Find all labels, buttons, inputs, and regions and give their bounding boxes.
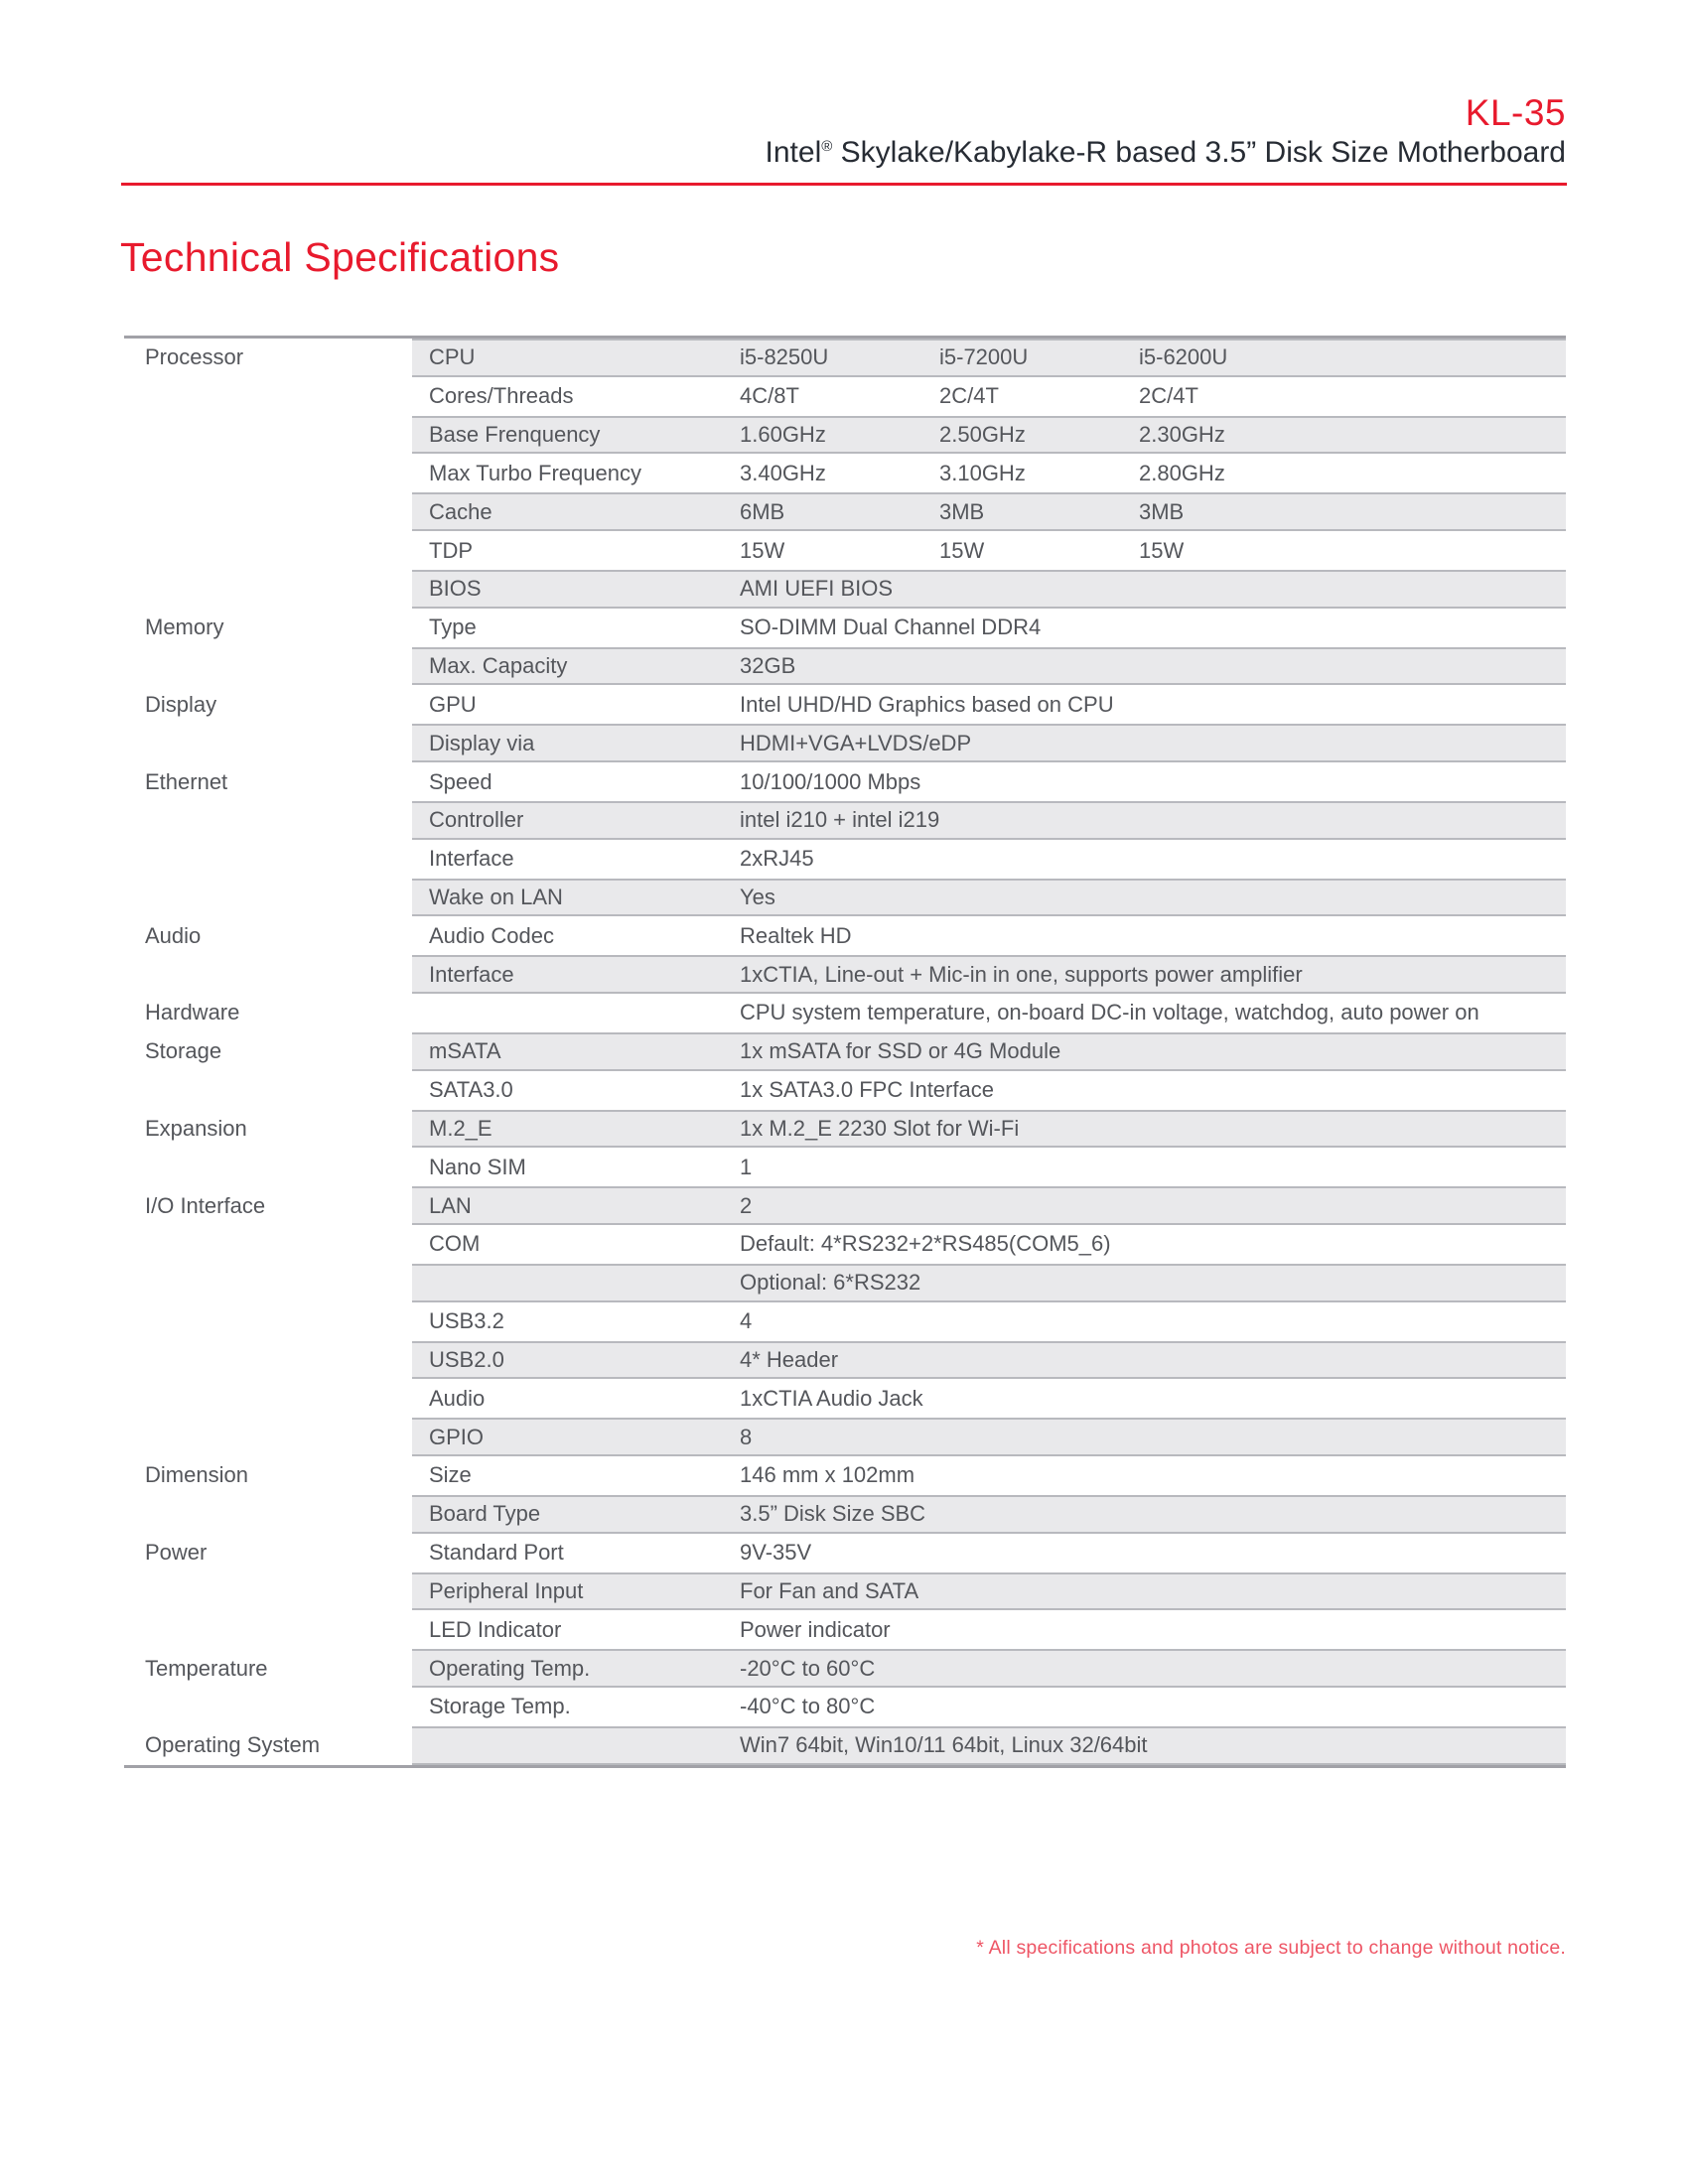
value-cell: 15W bbox=[740, 537, 785, 563]
value-cell: -20°C to 60°C bbox=[740, 1655, 876, 1681]
spec-row bbox=[124, 1534, 1566, 1572]
spec-band bbox=[412, 339, 1566, 377]
spec-row bbox=[124, 1572, 1566, 1611]
category-cell: Power bbox=[124, 1534, 412, 1572]
param-cell: Peripheral Input bbox=[429, 1577, 584, 1603]
category-cell bbox=[124, 1610, 412, 1649]
param-cell: Base Frenquency bbox=[429, 422, 601, 448]
value-cell: intel i210 + intel i219 bbox=[740, 807, 940, 833]
value-cell: 9V-35V bbox=[740, 1540, 812, 1566]
spec-band bbox=[412, 1610, 1566, 1649]
param-cell: TDP bbox=[429, 537, 473, 563]
spec-row bbox=[124, 1649, 1566, 1688]
value-cell: Realtek HD bbox=[740, 922, 852, 948]
category-cell bbox=[124, 724, 412, 762]
param-cell: COM bbox=[429, 1231, 481, 1257]
category-cell bbox=[124, 1379, 412, 1418]
value-cell: 2C/4T bbox=[939, 383, 999, 409]
spec-row bbox=[124, 1688, 1566, 1726]
spec-band bbox=[412, 1688, 1566, 1726]
value-cell: 15W bbox=[939, 537, 985, 563]
spec-row bbox=[124, 1726, 1566, 1765]
spec-band bbox=[412, 1110, 1566, 1149]
spec-row bbox=[124, 955, 1566, 994]
value-cell: 4* Header bbox=[740, 1346, 839, 1372]
header-rule bbox=[121, 183, 1567, 186]
spec-band bbox=[412, 1302, 1566, 1341]
value-cell: 4C/8T bbox=[740, 383, 799, 409]
value-cell: 2.50GHz bbox=[939, 422, 1026, 448]
value-cell: 2.80GHz bbox=[1139, 460, 1225, 485]
param-cell: CPU bbox=[429, 344, 476, 370]
spec-row bbox=[124, 1610, 1566, 1649]
spec-band bbox=[412, 1649, 1566, 1688]
spec-row bbox=[124, 1264, 1566, 1302]
spec-band bbox=[412, 1186, 1566, 1225]
category-cell bbox=[124, 531, 412, 570]
value-cell: 3.5” Disk Size SBC bbox=[740, 1501, 926, 1527]
spec-band bbox=[412, 1148, 1566, 1186]
value-cell: 32GB bbox=[740, 653, 796, 679]
category-cell bbox=[124, 1572, 412, 1611]
spec-row bbox=[124, 647, 1566, 686]
param-cell: GPIO bbox=[429, 1424, 485, 1449]
spec-band bbox=[412, 994, 1566, 1032]
param-cell: Interface bbox=[429, 961, 514, 987]
spec-band bbox=[412, 1572, 1566, 1611]
category-cell bbox=[124, 492, 412, 531]
spec-band bbox=[412, 801, 1566, 840]
param-cell: BIOS bbox=[429, 576, 482, 602]
value-cell: 2.30GHz bbox=[1139, 422, 1225, 448]
spec-band bbox=[412, 531, 1566, 570]
value-cell: i5-8250U bbox=[740, 344, 829, 370]
section-title: Technical Specifications bbox=[120, 234, 560, 280]
category-cell bbox=[124, 1341, 412, 1380]
spec-band bbox=[412, 1418, 1566, 1456]
spec-row bbox=[124, 762, 1566, 801]
spec-band bbox=[412, 879, 1566, 917]
value-cell: 146 mm x 102mm bbox=[740, 1462, 915, 1488]
product-subtitle bbox=[766, 136, 1566, 170]
spec-row bbox=[124, 1341, 1566, 1380]
spec-row bbox=[124, 994, 1566, 1032]
subtitle-brand: Intel bbox=[765, 136, 822, 169]
category-cell: Memory bbox=[124, 609, 412, 647]
spec-row bbox=[124, 1071, 1566, 1110]
spec-row bbox=[124, 492, 1566, 531]
spec-band bbox=[412, 609, 1566, 647]
value-cell: 10/100/1000 Mbps bbox=[740, 768, 921, 794]
category-cell bbox=[124, 454, 412, 492]
category-cell: Temperature bbox=[124, 1649, 412, 1688]
param-cell: M.2_E bbox=[429, 1115, 492, 1141]
category-cell: Audio bbox=[124, 916, 412, 955]
param-cell: Standard Port bbox=[429, 1540, 564, 1566]
value-cell: i5-7200U bbox=[939, 344, 1029, 370]
param-cell: LED Indicator bbox=[429, 1616, 562, 1642]
category-cell bbox=[124, 1302, 412, 1341]
spec-band bbox=[412, 1456, 1566, 1495]
footnote: * All specifications and photos are subject to change without notice. bbox=[976, 1937, 1566, 1959]
category-cell bbox=[124, 955, 412, 994]
category-cell: Processor bbox=[124, 339, 412, 377]
param-cell: Controller bbox=[429, 807, 524, 833]
category-cell bbox=[124, 1225, 412, 1264]
spec-row bbox=[124, 1302, 1566, 1341]
category-cell bbox=[124, 570, 412, 609]
value-cell: Optional: 6*RS232 bbox=[740, 1270, 921, 1296]
spec-band bbox=[412, 955, 1566, 994]
spec-row bbox=[124, 1148, 1566, 1186]
param-cell: Size bbox=[429, 1462, 472, 1488]
value-cell: 3MB bbox=[1139, 498, 1185, 524]
spec-row bbox=[124, 1186, 1566, 1225]
value-cell: 3MB bbox=[939, 498, 985, 524]
spec-band bbox=[412, 377, 1566, 416]
param-cell: Storage Temp. bbox=[429, 1694, 571, 1719]
spec-band bbox=[412, 1071, 1566, 1110]
param-cell: Max. Capacity bbox=[429, 653, 568, 679]
spec-row bbox=[124, 1032, 1566, 1071]
param-cell: Speed bbox=[429, 768, 492, 794]
spec-band bbox=[412, 647, 1566, 686]
category-cell bbox=[124, 840, 412, 879]
category-cell: Ethernet bbox=[124, 762, 412, 801]
category-cell: Dimension bbox=[124, 1456, 412, 1495]
param-cell: Wake on LAN bbox=[429, 885, 563, 909]
value-cell: 1 bbox=[740, 1154, 753, 1179]
spec-band bbox=[412, 685, 1566, 724]
value-cell: Default: 4*RS232+2*RS485(COM5_6) bbox=[740, 1231, 1111, 1257]
spec-row bbox=[124, 1456, 1566, 1495]
value-cell: 4 bbox=[740, 1308, 753, 1334]
value-cell: 2 bbox=[740, 1192, 753, 1218]
value-cell: 2xRJ45 bbox=[740, 846, 814, 872]
spec-band bbox=[412, 1225, 1566, 1264]
category-cell bbox=[124, 1688, 412, 1726]
param-cell: USB3.2 bbox=[429, 1308, 504, 1334]
spec-band bbox=[412, 1379, 1566, 1418]
value-cell: i5-6200U bbox=[1139, 344, 1228, 370]
value-cell: CPU system temperature, on-board DC-in voltage, watchdog, auto power on bbox=[740, 1000, 1479, 1025]
spec-row bbox=[124, 1418, 1566, 1456]
value-cell: 1x M.2_E 2230 Slot for Wi-Fi bbox=[740, 1115, 1020, 1141]
spec-row bbox=[124, 879, 1566, 917]
param-cell: Board Type bbox=[429, 1501, 541, 1527]
spec-band bbox=[412, 724, 1566, 762]
value-cell: 15W bbox=[1139, 537, 1185, 563]
spec-row bbox=[124, 570, 1566, 609]
value-cell: 2C/4T bbox=[1139, 383, 1198, 409]
value-cell: Power indicator bbox=[740, 1616, 891, 1642]
spec-band bbox=[412, 492, 1566, 531]
category-cell bbox=[124, 1495, 412, 1534]
spec-table bbox=[124, 336, 1566, 1768]
spec-row bbox=[124, 685, 1566, 724]
value-cell: Win7 64bit, Win10/11 64bit, Linux 32/64bit bbox=[740, 1732, 1148, 1758]
spec-band bbox=[412, 1495, 1566, 1534]
value-cell: Yes bbox=[740, 885, 775, 909]
spec-row bbox=[124, 916, 1566, 955]
model-number: KL-35 bbox=[1465, 92, 1566, 133]
category-cell: Storage bbox=[124, 1032, 412, 1071]
param-cell: GPU bbox=[429, 691, 477, 717]
param-cell: Cache bbox=[429, 498, 492, 524]
param-cell: Interface bbox=[429, 846, 514, 872]
category-cell bbox=[124, 801, 412, 840]
param-cell: SATA3.0 bbox=[429, 1077, 513, 1103]
category-cell: Operating System bbox=[124, 1726, 412, 1765]
spec-row bbox=[124, 1110, 1566, 1149]
value-cell: 3.10GHz bbox=[939, 460, 1026, 485]
value-cell: 1x mSATA for SSD or 4G Module bbox=[740, 1038, 1061, 1064]
value-cell: AMI UEFI BIOS bbox=[740, 576, 894, 602]
spec-row bbox=[124, 339, 1566, 377]
param-cell: mSATA bbox=[429, 1038, 501, 1064]
value-cell: Intel UHD/HD Graphics based on CPU bbox=[740, 691, 1114, 717]
category-cell: Expansion bbox=[124, 1110, 412, 1149]
spec-row bbox=[124, 1225, 1566, 1264]
spec-row bbox=[124, 609, 1566, 647]
value-cell: 1xCTIA Audio Jack bbox=[740, 1385, 923, 1411]
subtitle-text: Skylake/Kabylake-R based 3.5” Disk Size Motherboard bbox=[832, 136, 1566, 169]
param-cell: Max Turbo Frequency bbox=[429, 460, 641, 485]
param-cell: Cores/Threads bbox=[429, 383, 574, 409]
spec-band bbox=[412, 1264, 1566, 1302]
category-cell bbox=[124, 879, 412, 917]
param-cell: Display via bbox=[429, 730, 535, 755]
param-cell: Type bbox=[429, 614, 477, 640]
value-cell: 3.40GHz bbox=[740, 460, 826, 485]
spec-row bbox=[124, 416, 1566, 455]
spec-row bbox=[124, 1495, 1566, 1534]
spec-band bbox=[412, 454, 1566, 492]
value-cell: 8 bbox=[740, 1424, 753, 1449]
spec-row bbox=[124, 801, 1566, 840]
value-cell: 1.60GHz bbox=[740, 422, 826, 448]
param-cell: USB2.0 bbox=[429, 1346, 504, 1372]
param-cell: Operating Temp. bbox=[429, 1655, 591, 1681]
category-cell: Hardware bbox=[124, 994, 412, 1032]
category-cell bbox=[124, 1264, 412, 1302]
category-cell bbox=[124, 377, 412, 416]
spec-band bbox=[412, 570, 1566, 609]
value-cell: SO-DIMM Dual Channel DDR4 bbox=[740, 614, 1042, 640]
spec-row bbox=[124, 724, 1566, 762]
spec-band bbox=[412, 1341, 1566, 1380]
value-cell: 1xCTIA, Line-out + Mic-in in one, supports power amplifier bbox=[740, 961, 1303, 987]
spec-band bbox=[412, 762, 1566, 801]
spec-band bbox=[412, 916, 1566, 955]
category-cell: Display bbox=[124, 685, 412, 724]
spec-band bbox=[412, 1032, 1566, 1071]
value-cell: 1x SATA3.0 FPC Interface bbox=[740, 1077, 994, 1103]
value-cell: -40°C to 80°C bbox=[740, 1694, 876, 1719]
spec-row bbox=[124, 454, 1566, 492]
spec-row bbox=[124, 531, 1566, 570]
spec-band bbox=[412, 416, 1566, 455]
category-cell: I/O Interface bbox=[124, 1186, 412, 1225]
param-cell: Audio bbox=[429, 1385, 486, 1411]
category-cell bbox=[124, 1071, 412, 1110]
value-cell: HDMI+VGA+LVDS/eDP bbox=[740, 730, 972, 755]
spec-band bbox=[412, 1726, 1566, 1765]
spec-row bbox=[124, 1379, 1566, 1418]
spec-row bbox=[124, 840, 1566, 879]
category-cell bbox=[124, 647, 412, 686]
value-cell: For Fan and SATA bbox=[740, 1577, 919, 1603]
value-cell: 6MB bbox=[740, 498, 785, 524]
category-cell bbox=[124, 416, 412, 455]
param-cell: Audio Codec bbox=[429, 922, 554, 948]
param-cell: LAN bbox=[429, 1192, 472, 1218]
spec-band bbox=[412, 1534, 1566, 1572]
category-cell bbox=[124, 1148, 412, 1186]
registered-trademark-symbol: ® bbox=[821, 138, 833, 155]
category-cell bbox=[124, 1418, 412, 1456]
spec-row bbox=[124, 377, 1566, 416]
spec-band bbox=[412, 840, 1566, 879]
param-cell: Nano SIM bbox=[429, 1154, 526, 1179]
